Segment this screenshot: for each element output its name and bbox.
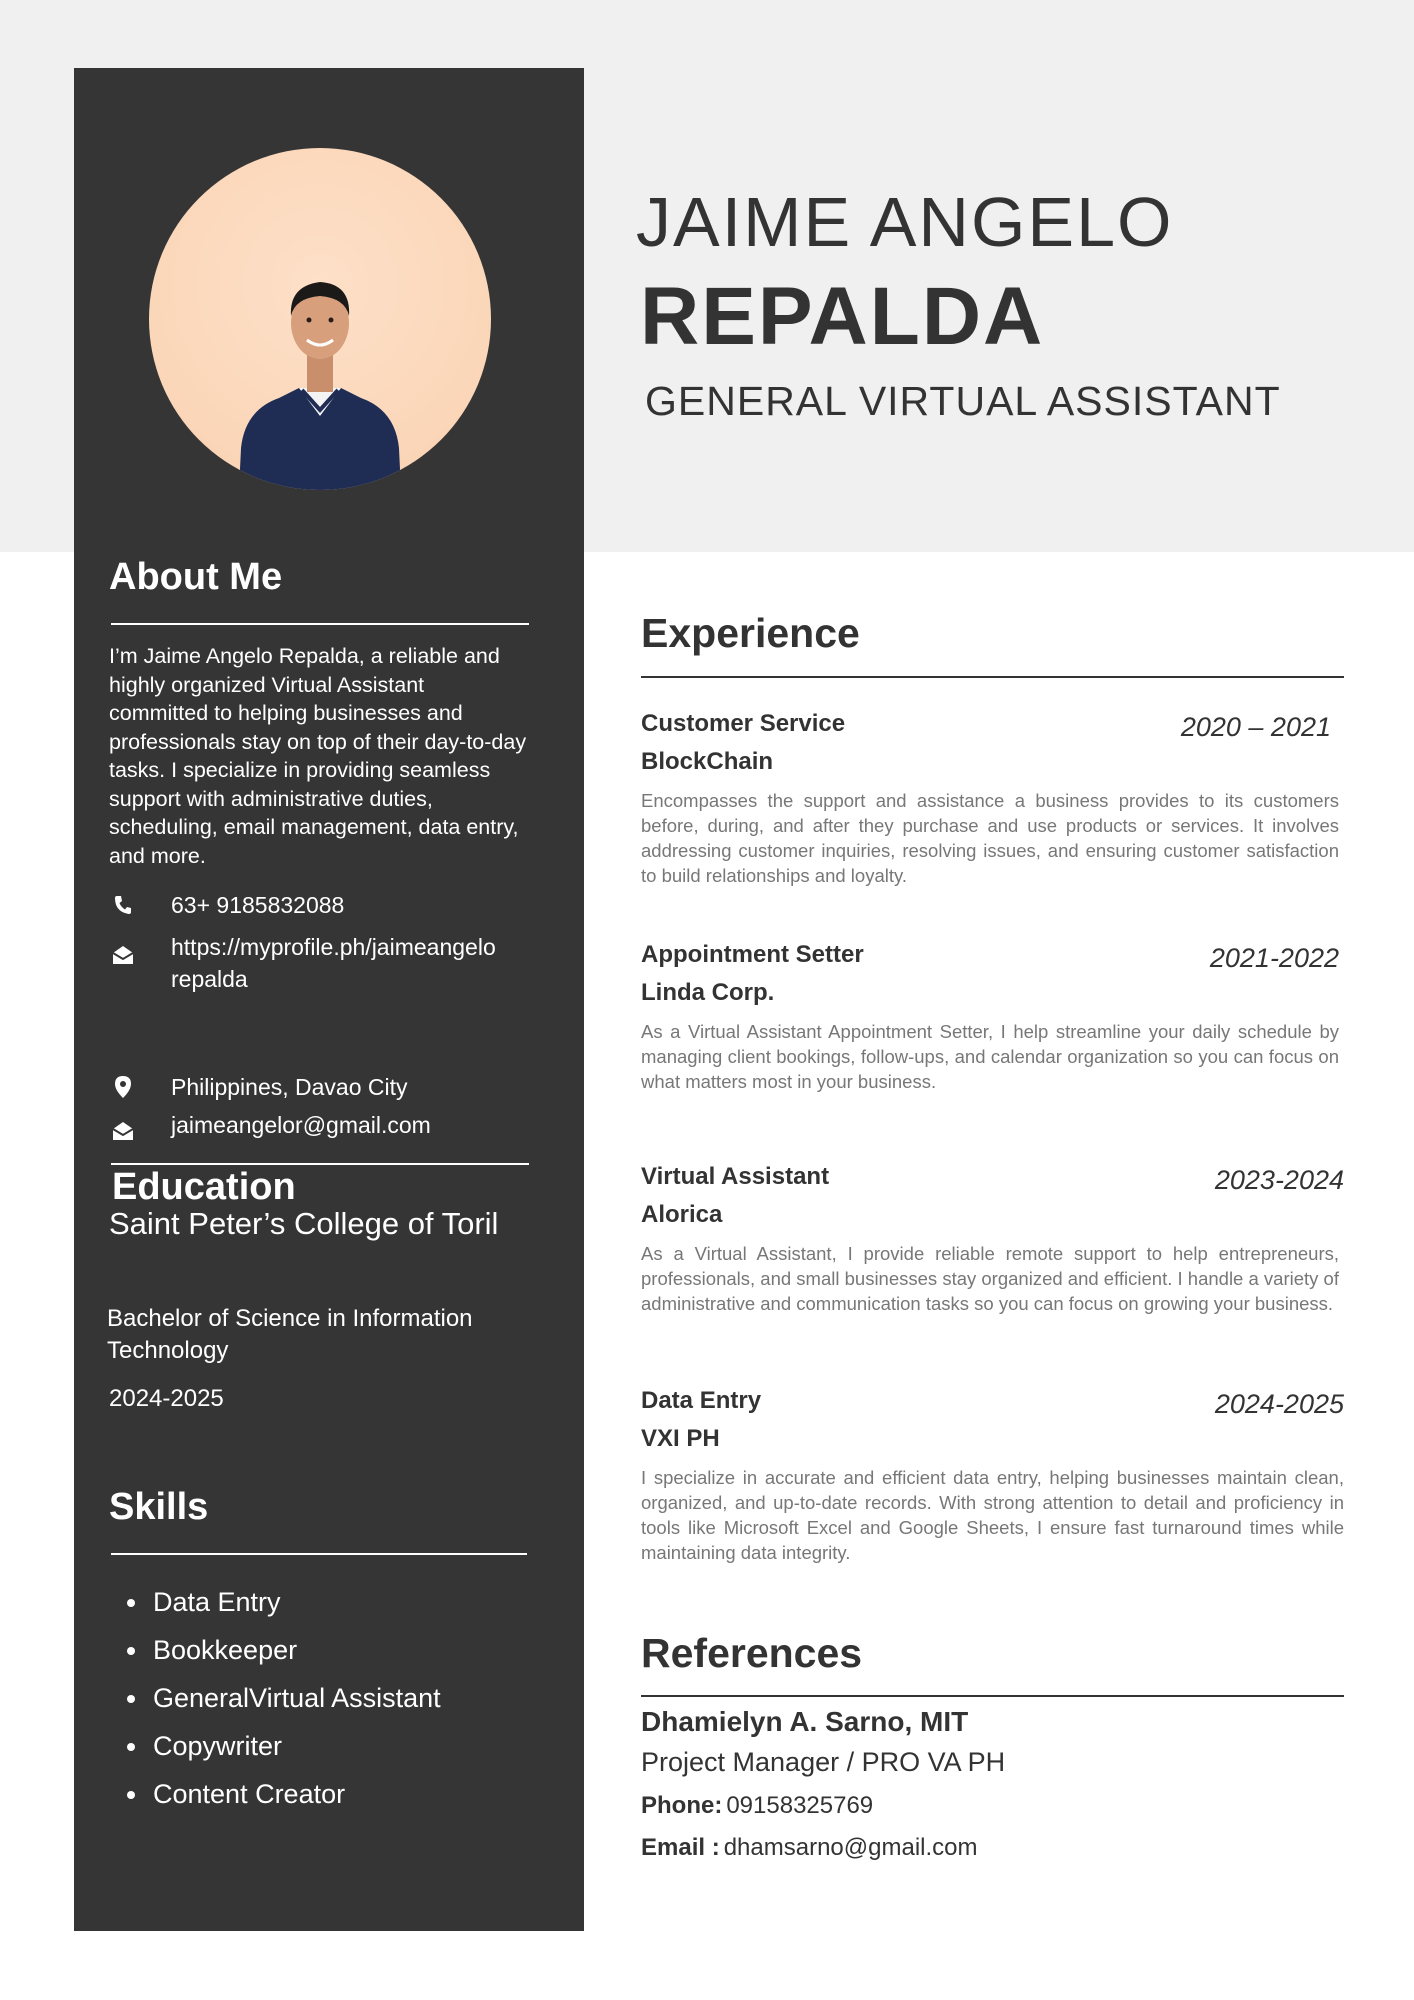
education-divider bbox=[111, 1163, 529, 1165]
reference-phone-value: 09158325769 bbox=[726, 1792, 874, 1819]
job-description: I specialize in accurate and efficient data entry, helping businesses maintain clean, organized, and up-to-date records. With strong attention to detail and proficiency in tools like Microsoft Excel and Google Sheets, I ensure fast turnaround times while maintaining data integrity. bbox=[641, 1467, 1344, 1563]
reference-phone-label: Phone: bbox=[641, 1792, 723, 1819]
skills-divider bbox=[111, 1553, 527, 1555]
experience-divider bbox=[641, 676, 1344, 678]
skill-item: Copywriter bbox=[118, 1722, 518, 1770]
about-divider bbox=[111, 623, 529, 625]
job-company: Linda Corp. bbox=[641, 979, 775, 1006]
job-role: Appointment Setter bbox=[641, 941, 864, 968]
experience-heading: Experience bbox=[641, 610, 860, 656]
job-years: 2023-2024 bbox=[1214, 1165, 1344, 1195]
job-title: GENERAL VIRTUAL ASSISTANT bbox=[645, 378, 1281, 424]
email-link[interactable]: jaimeangelor@gmail.com bbox=[171, 1112, 431, 1138]
job-company: Alorica bbox=[641, 1201, 723, 1228]
education-years: 2024-2025 bbox=[109, 1385, 224, 1412]
reference-name: Dhamielyn A. Sarno, MIT bbox=[641, 1706, 969, 1737]
about-heading: About Me bbox=[109, 556, 283, 598]
profile-photo-illustration bbox=[149, 148, 491, 490]
contact-website bbox=[109, 931, 539, 995]
job-role: Data Entry bbox=[641, 1387, 762, 1414]
reference-email-label: Email : bbox=[641, 1834, 720, 1861]
skills-list bbox=[118, 1578, 518, 1818]
reference-role: Project Manager / PRO VA PH bbox=[641, 1747, 1006, 1777]
job-company: VXI PH bbox=[641, 1425, 720, 1452]
references-heading: References bbox=[641, 1630, 863, 1676]
job-description: Encompasses the support and assistance a business provides to its customers before, during, and after they purchase and use products or services. It involves addressing customer inquiries, resolving issues, and ensuring customer satisfaction to build relationships and loyalty. bbox=[641, 790, 1339, 886]
website-link[interactable]: https://myprofile.ph/jaimeangelorepalda bbox=[171, 934, 496, 992]
skill-item: GeneralVirtual Assistant bbox=[118, 1674, 518, 1722]
education-degree: Bachelor of Science in Information Technology bbox=[107, 1305, 473, 1364]
job-company: BlockChain bbox=[641, 748, 774, 775]
envelope-open-icon bbox=[109, 941, 137, 969]
job-description: As a Virtual Assistant, I provide reliable remote support to help entrepreneurs, professionals, and small businesses stay organized and efficient. I handle a variety of administrative and communication tasks so you can focus on growing your business. bbox=[641, 1243, 1339, 1314]
skill-item: Bookkeeper bbox=[118, 1626, 518, 1674]
references-divider bbox=[641, 1695, 1344, 1697]
location-text: Philippines, Davao City bbox=[171, 1074, 408, 1100]
contact-phone bbox=[109, 889, 539, 921]
job-years: 2020 – 2021 bbox=[1180, 712, 1331, 742]
phone-text: 63+ 9185832088 bbox=[171, 892, 345, 918]
reference-phone bbox=[641, 1792, 873, 1820]
first-name: JAIME ANGELO bbox=[636, 183, 1174, 261]
skills-heading: Skills bbox=[109, 1486, 209, 1528]
profile-photo bbox=[149, 148, 491, 490]
contact-location bbox=[109, 1071, 539, 1103]
sidebar bbox=[74, 68, 584, 1931]
location-pin-icon bbox=[109, 1073, 137, 1101]
education-school: Saint Peter’s College of Toril bbox=[109, 1206, 499, 1241]
job-role: Virtual Assistant bbox=[641, 1163, 830, 1190]
skill-item: Content Creator bbox=[118, 1770, 518, 1818]
about-text: I’m Jaime Angelo Repalda, a reliable and highly organized Virtual Assistant committed to helping businesses and professionals stay on top of their day-to-day tasks. I specialize in providing seamless support with administrative duties, scheduling, email management, data entry, and more. bbox=[109, 644, 527, 868]
skill-item: Data Entry bbox=[118, 1578, 518, 1626]
last-name: REPALDA bbox=[640, 271, 1045, 362]
envelope-open-icon bbox=[109, 1117, 137, 1145]
reference-email bbox=[641, 1834, 978, 1862]
job-years: 2021-2022 bbox=[1209, 943, 1339, 973]
job-role: Customer Service bbox=[641, 710, 846, 737]
job-description: As a Virtual Assistant Appointment Setter, I help streamline your daily schedule by managing client bookings, follow-ups, and calendar organization so you can focus on what matters most in your business. bbox=[641, 1021, 1339, 1092]
reference-email-value[interactable]: dhamsarno@gmail.com bbox=[723, 1834, 978, 1861]
job-years: 2024-2025 bbox=[1214, 1389, 1344, 1419]
contact-email bbox=[109, 1109, 539, 1145]
education-heading: Education bbox=[112, 1166, 296, 1208]
phone-icon bbox=[109, 891, 137, 919]
